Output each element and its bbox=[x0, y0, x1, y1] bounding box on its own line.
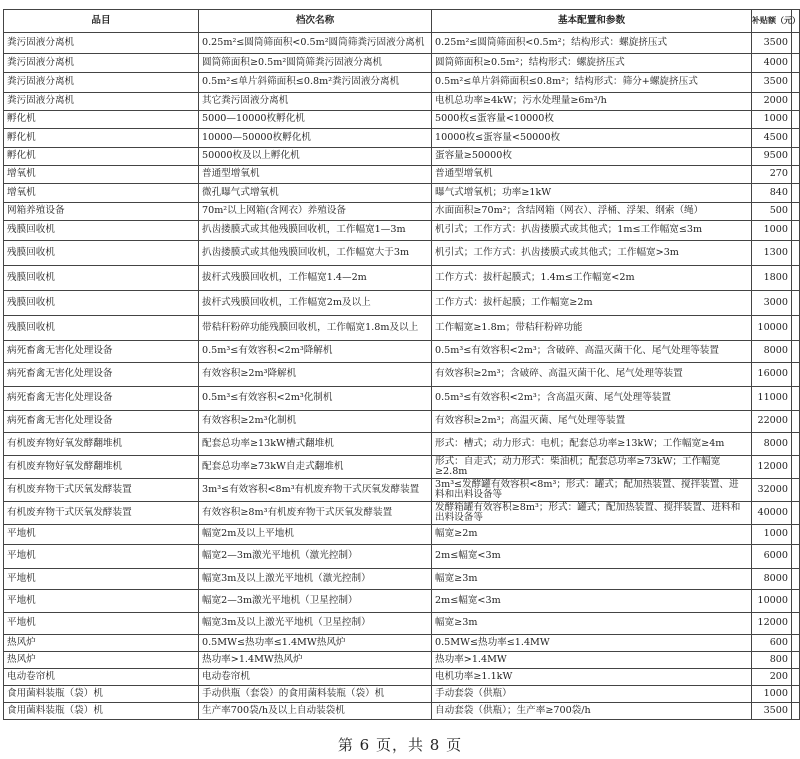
cell-subsidy: 1000 bbox=[752, 221, 792, 241]
cell-grade: 微孔曝气式增氧机 bbox=[199, 184, 432, 203]
table-row bbox=[4, 433, 800, 456]
cell-truncated bbox=[792, 73, 800, 93]
header-category: 品目 bbox=[4, 10, 199, 33]
cell-category: 病死畜禽无害化处理设备 bbox=[4, 341, 199, 363]
cell-category: 热风炉 bbox=[4, 635, 199, 652]
cell-category: 平地机 bbox=[4, 569, 199, 590]
cell-category: 残膜回收机 bbox=[4, 316, 199, 341]
table-row bbox=[4, 613, 800, 635]
cell-subsidy: 11000 bbox=[752, 387, 792, 411]
cell-subsidy: 10000 bbox=[752, 316, 792, 341]
cell-truncated bbox=[792, 456, 800, 479]
cell-grade: 0.5m³≤有效容积<2m³化制机 bbox=[199, 387, 432, 411]
table-row bbox=[4, 456, 800, 479]
cell-truncated bbox=[792, 203, 800, 221]
cell-config: 2m≤幅宽<3m bbox=[432, 590, 752, 613]
table-row bbox=[4, 291, 800, 316]
cell-category: 平地机 bbox=[4, 590, 199, 613]
cell-grade: 幅宽2m及以上平地机 bbox=[199, 525, 432, 545]
table-header-row bbox=[4, 10, 800, 33]
table-row bbox=[4, 73, 800, 93]
cell-config: 普通型增氧机 bbox=[432, 166, 752, 184]
cell-truncated bbox=[792, 341, 800, 363]
cell-subsidy: 1800 bbox=[752, 266, 792, 291]
table-row bbox=[4, 316, 800, 341]
cell-config: 0.25m²≤圆筒筛面积<0.5m²；结构形式：螺旋挤压式 bbox=[432, 33, 752, 54]
cell-grade: 普通型增氧机 bbox=[199, 166, 432, 184]
cell-truncated bbox=[792, 111, 800, 129]
cell-config: 水面面积≥70m²；含结网箱（网衣）、浮桶、浮架、纲索（绳） bbox=[432, 203, 752, 221]
table-row bbox=[4, 525, 800, 545]
cell-grade: 扒齿搂膜式或其他残膜回收机，工作幅宽1—3m bbox=[199, 221, 432, 241]
cell-subsidy: 2000 bbox=[752, 93, 792, 111]
cell-category: 电动卷帘机 bbox=[4, 669, 199, 686]
table-row bbox=[4, 341, 800, 363]
cell-truncated bbox=[792, 129, 800, 148]
cell-subsidy: 16000 bbox=[752, 363, 792, 387]
subsidy-table bbox=[3, 9, 800, 720]
cell-grade: 有效容积≥2m³降解机 bbox=[199, 363, 432, 387]
cell-subsidy: 600 bbox=[752, 635, 792, 652]
cell-grade: 拔杆式残膜回收机，工作幅宽2m及以上 bbox=[199, 291, 432, 316]
cell-category: 有机废弃物好氧发酵翻堆机 bbox=[4, 433, 199, 456]
cell-grade: 0.25m²≤圆筒筛面积<0.5m²圆筒筛粪污固液分离机 bbox=[199, 33, 432, 54]
cell-grade: 拔杆式残膜回收机，工作幅宽1.4—2m bbox=[199, 266, 432, 291]
cell-category: 增氧机 bbox=[4, 184, 199, 203]
cell-category: 残膜回收机 bbox=[4, 266, 199, 291]
cell-truncated bbox=[792, 569, 800, 590]
cell-truncated bbox=[792, 502, 800, 525]
cell-config: 蛋容量≥50000枚 bbox=[432, 148, 752, 166]
cell-subsidy: 4000 bbox=[752, 54, 792, 73]
cell-config: 幅宽≥2m bbox=[432, 525, 752, 545]
page-footer: 第 6 页，共 8 页 bbox=[337, 736, 463, 754]
cell-subsidy: 840 bbox=[752, 184, 792, 203]
cell-grade: 幅宽3m及以上激光平地机（激光控制） bbox=[199, 569, 432, 590]
table-row bbox=[4, 502, 800, 525]
cell-subsidy: 22000 bbox=[752, 411, 792, 433]
header-config: 基本配置和参数 bbox=[432, 10, 752, 33]
cell-category: 增氧机 bbox=[4, 166, 199, 184]
cell-config: 幅宽≥3m bbox=[432, 569, 752, 590]
cell-config: 曝气式增氧机；功率≥1kW bbox=[432, 184, 752, 203]
cell-category: 孵化机 bbox=[4, 129, 199, 148]
cell-truncated bbox=[792, 635, 800, 652]
cell-grade: 热功率>1.4MW热风炉 bbox=[199, 652, 432, 669]
cell-truncated bbox=[792, 93, 800, 111]
cell-category: 孵化机 bbox=[4, 111, 199, 129]
cell-grade: 配套总功率≥73kW自走式翻堆机 bbox=[199, 456, 432, 479]
cell-category: 热风炉 bbox=[4, 652, 199, 669]
cell-config: 形式：槽式；动力形式：电机；配套总功率≥13kW；工作幅宽≥4m bbox=[432, 433, 752, 456]
cell-subsidy: 3500 bbox=[752, 703, 792, 720]
table-row bbox=[4, 652, 800, 669]
cell-config: 5000枚≤蛋容量<10000枚 bbox=[432, 111, 752, 129]
cell-truncated bbox=[792, 590, 800, 613]
cell-grade: 3m³≤有效容积<8m³有机废弃物干式厌氧发酵装置 bbox=[199, 479, 432, 502]
cell-subsidy: 32000 bbox=[752, 479, 792, 502]
cell-truncated bbox=[792, 525, 800, 545]
cell-subsidy: 1300 bbox=[752, 241, 792, 266]
cell-subsidy: 3000 bbox=[752, 291, 792, 316]
table-body bbox=[4, 33, 800, 720]
cell-config: 机引式；工作方式：扒齿搂膜式或其他式；工作幅宽>3m bbox=[432, 241, 752, 266]
table-row bbox=[4, 569, 800, 590]
cell-category: 残膜回收机 bbox=[4, 241, 199, 266]
cell-subsidy: 4500 bbox=[752, 129, 792, 148]
cell-category: 粪污固液分离机 bbox=[4, 73, 199, 93]
cell-grade: 10000—50000枚孵化机 bbox=[199, 129, 432, 148]
cell-subsidy: 40000 bbox=[752, 502, 792, 525]
cell-category: 粪污固液分离机 bbox=[4, 54, 199, 73]
cell-config: 工作方式：拔杆起膜式；1.4m≤工作幅宽<2m bbox=[432, 266, 752, 291]
cell-subsidy: 1000 bbox=[752, 686, 792, 703]
cell-grade: 5000—10000枚孵化机 bbox=[199, 111, 432, 129]
cell-category: 平地机 bbox=[4, 613, 199, 635]
cell-category: 有机废弃物干式厌氧发酵装置 bbox=[4, 502, 199, 525]
cell-grade: 幅宽2—3m激光平地机（卫星控制） bbox=[199, 590, 432, 613]
cell-subsidy: 8000 bbox=[752, 341, 792, 363]
cell-truncated bbox=[792, 266, 800, 291]
table-row bbox=[4, 363, 800, 387]
cell-category: 孵化机 bbox=[4, 148, 199, 166]
table-row bbox=[4, 166, 800, 184]
cell-config: 有效容积≥2m³；含破碎、高温灭菌干化、尾气处理等装置 bbox=[432, 363, 752, 387]
cell-config: 工作方式：拔杆起膜；工作幅宽≥2m bbox=[432, 291, 752, 316]
cell-grade: 50000枚及以上孵化机 bbox=[199, 148, 432, 166]
cell-truncated bbox=[792, 316, 800, 341]
cell-truncated bbox=[792, 387, 800, 411]
cell-grade: 扒齿搂膜式或其他残膜回收机，工作幅宽大于3m bbox=[199, 241, 432, 266]
cell-truncated bbox=[792, 613, 800, 635]
table-row bbox=[4, 203, 800, 221]
cell-config: 自动套袋（供瓶）；生产率≥700袋/h bbox=[432, 703, 752, 720]
cell-truncated bbox=[792, 669, 800, 686]
cell-grade: 电动卷帘机 bbox=[199, 669, 432, 686]
cell-subsidy: 8000 bbox=[752, 433, 792, 456]
cell-subsidy: 270 bbox=[752, 166, 792, 184]
cell-category: 粪污固液分离机 bbox=[4, 33, 199, 54]
cell-truncated bbox=[792, 363, 800, 387]
cell-config: 2m≤幅宽<3m bbox=[432, 545, 752, 569]
cell-category: 有机废弃物干式厌氧发酵装置 bbox=[4, 479, 199, 502]
cell-grade: 圆筒筛面积≥0.5m²圆筒筛粪污固液分离机 bbox=[199, 54, 432, 73]
cell-category: 病死畜禽无害化处理设备 bbox=[4, 411, 199, 433]
table-row bbox=[4, 111, 800, 129]
cell-truncated bbox=[792, 703, 800, 720]
cell-subsidy: 1000 bbox=[752, 111, 792, 129]
cell-category: 病死畜禽无害化处理设备 bbox=[4, 363, 199, 387]
table-row bbox=[4, 184, 800, 203]
cell-grade: 其它粪污固液分离机 bbox=[199, 93, 432, 111]
table-row bbox=[4, 387, 800, 411]
cell-category: 粪污固液分离机 bbox=[4, 93, 199, 111]
cell-grade: 有效容积≥8m³有机废弃物干式厌氧发酵装置 bbox=[199, 502, 432, 525]
table-row bbox=[4, 129, 800, 148]
cell-config: 电机功率≥1.1kW bbox=[432, 669, 752, 686]
table-row bbox=[4, 241, 800, 266]
table-row bbox=[4, 266, 800, 291]
cell-grade: 带秸秆粉碎功能残膜回收机，工作幅宽1.8m及以上 bbox=[199, 316, 432, 341]
cell-truncated bbox=[792, 184, 800, 203]
cell-truncated bbox=[792, 686, 800, 703]
table-row bbox=[4, 635, 800, 652]
cell-config: 3m³≤发酵罐有效容积<8m³；形式：罐式；配加热装置、搅拌装置、进料和出料设备等 bbox=[432, 479, 752, 502]
header-subsidy: 补贴额（元） bbox=[752, 10, 792, 33]
table-row bbox=[4, 545, 800, 569]
cell-grade: 幅宽2—3m激光平地机（激光控制） bbox=[199, 545, 432, 569]
cell-category: 食用菌料装瓶（袋）机 bbox=[4, 703, 199, 720]
cell-truncated bbox=[792, 545, 800, 569]
cell-subsidy: 500 bbox=[752, 203, 792, 221]
cell-truncated bbox=[792, 221, 800, 241]
cell-subsidy: 3500 bbox=[752, 73, 792, 93]
cell-grade: 生产率700袋/h及以上自动装袋机 bbox=[199, 703, 432, 720]
cell-config: 电机总功率≥4kW；污水处理量≥6m³/h bbox=[432, 93, 752, 111]
cell-category: 平地机 bbox=[4, 525, 199, 545]
cell-grade: 0.5m³≤有效容积<2m³降解机 bbox=[199, 341, 432, 363]
cell-config: 圆筒筛面积≥0.5m²；结构形式：螺旋挤压式 bbox=[432, 54, 752, 73]
header-grade: 档次名称 bbox=[199, 10, 432, 33]
table-row bbox=[4, 33, 800, 54]
cell-grade: 70m²以上网箱(含网衣）养殖设备 bbox=[199, 203, 432, 221]
cell-truncated bbox=[792, 54, 800, 73]
cell-truncated bbox=[792, 148, 800, 166]
cell-grade: 有效容积≥2m³化制机 bbox=[199, 411, 432, 433]
table-row bbox=[4, 479, 800, 502]
cell-config: 热功率>1.4MW bbox=[432, 652, 752, 669]
cell-config: 0.5MW≤热功率≤1.4MW bbox=[432, 635, 752, 652]
cell-config: 工作幅宽≥1.8m；带秸秆粉碎功能 bbox=[432, 316, 752, 341]
cell-config: 0.5m²≤单片斜筛面积≤0.8m²；结构形式：筛分+螺旋挤压式 bbox=[432, 73, 752, 93]
cell-config: 0.5m³≤有效容积<2m³；含破碎、高温灭菌干化、尾气处理等装置 bbox=[432, 341, 752, 363]
cell-subsidy: 12000 bbox=[752, 456, 792, 479]
table-row bbox=[4, 54, 800, 73]
cell-config: 机引式；工作方式：扒齿搂膜式或其他式；1m≤工作幅宽≤3m bbox=[432, 221, 752, 241]
cell-truncated bbox=[792, 33, 800, 54]
table-row bbox=[4, 686, 800, 703]
cell-category: 网箱养殖设备 bbox=[4, 203, 199, 221]
cell-truncated bbox=[792, 479, 800, 502]
cell-config: 幅宽≥3m bbox=[432, 613, 752, 635]
cell-config: 手动套袋（供瓶） bbox=[432, 686, 752, 703]
cell-grade: 配套总功率≥13kW槽式翻堆机 bbox=[199, 433, 432, 456]
table-row bbox=[4, 221, 800, 241]
cell-truncated bbox=[792, 241, 800, 266]
cell-config: 发酵箱罐有效容积≥8m³；形式：罐式；配加热装置、搅拌装置、进料和出料设备等 bbox=[432, 502, 752, 525]
cell-category: 平地机 bbox=[4, 545, 199, 569]
cell-subsidy: 9500 bbox=[752, 148, 792, 166]
cell-category: 食用菌料装瓶（袋）机 bbox=[4, 686, 199, 703]
cell-grade: 幅宽3m及以上激光平地机（卫星控制） bbox=[199, 613, 432, 635]
cell-truncated bbox=[792, 411, 800, 433]
table-row bbox=[4, 590, 800, 613]
cell-category: 残膜回收机 bbox=[4, 221, 199, 241]
cell-config: 形式：自走式；动力形式：柴油机；配套总功率≥73kW；工作幅宽≥2.8m bbox=[432, 456, 752, 479]
cell-truncated bbox=[792, 433, 800, 456]
cell-config: 有效容积≥2m³；高温灭菌、尾气处理等装置 bbox=[432, 411, 752, 433]
cell-config: 10000枚≤蛋容量<50000枚 bbox=[432, 129, 752, 148]
table-row bbox=[4, 703, 800, 720]
cell-category: 有机废弃物好氧发酵翻堆机 bbox=[4, 456, 199, 479]
cell-subsidy: 200 bbox=[752, 669, 792, 686]
cell-truncated bbox=[792, 652, 800, 669]
cell-subsidy: 3500 bbox=[752, 33, 792, 54]
cell-truncated bbox=[792, 166, 800, 184]
cell-category: 残膜回收机 bbox=[4, 291, 199, 316]
cell-grade: 0.5m²≤单片斜筛面积≤0.8m²粪污固液分离机 bbox=[199, 73, 432, 93]
cell-subsidy: 10000 bbox=[752, 590, 792, 613]
cell-config: 0.5m³≤有效容积<2m³；含高温灭菌、尾气处理等装置 bbox=[432, 387, 752, 411]
cell-grade: 手动供瓶（套袋）的食用菌料装瓶（袋）机 bbox=[199, 686, 432, 703]
cell-subsidy: 800 bbox=[752, 652, 792, 669]
cell-truncated bbox=[792, 291, 800, 316]
table-row bbox=[4, 148, 800, 166]
cell-grade: 0.5MW≤热功率≤1.4MW热风炉 bbox=[199, 635, 432, 652]
cell-category: 病死畜禽无害化处理设备 bbox=[4, 387, 199, 411]
cell-subsidy: 8000 bbox=[752, 569, 792, 590]
table-row bbox=[4, 411, 800, 433]
cell-subsidy: 6000 bbox=[752, 545, 792, 569]
table-row bbox=[4, 93, 800, 111]
cell-subsidy: 1000 bbox=[752, 525, 792, 545]
cell-subsidy: 12000 bbox=[752, 613, 792, 635]
table-row bbox=[4, 669, 800, 686]
